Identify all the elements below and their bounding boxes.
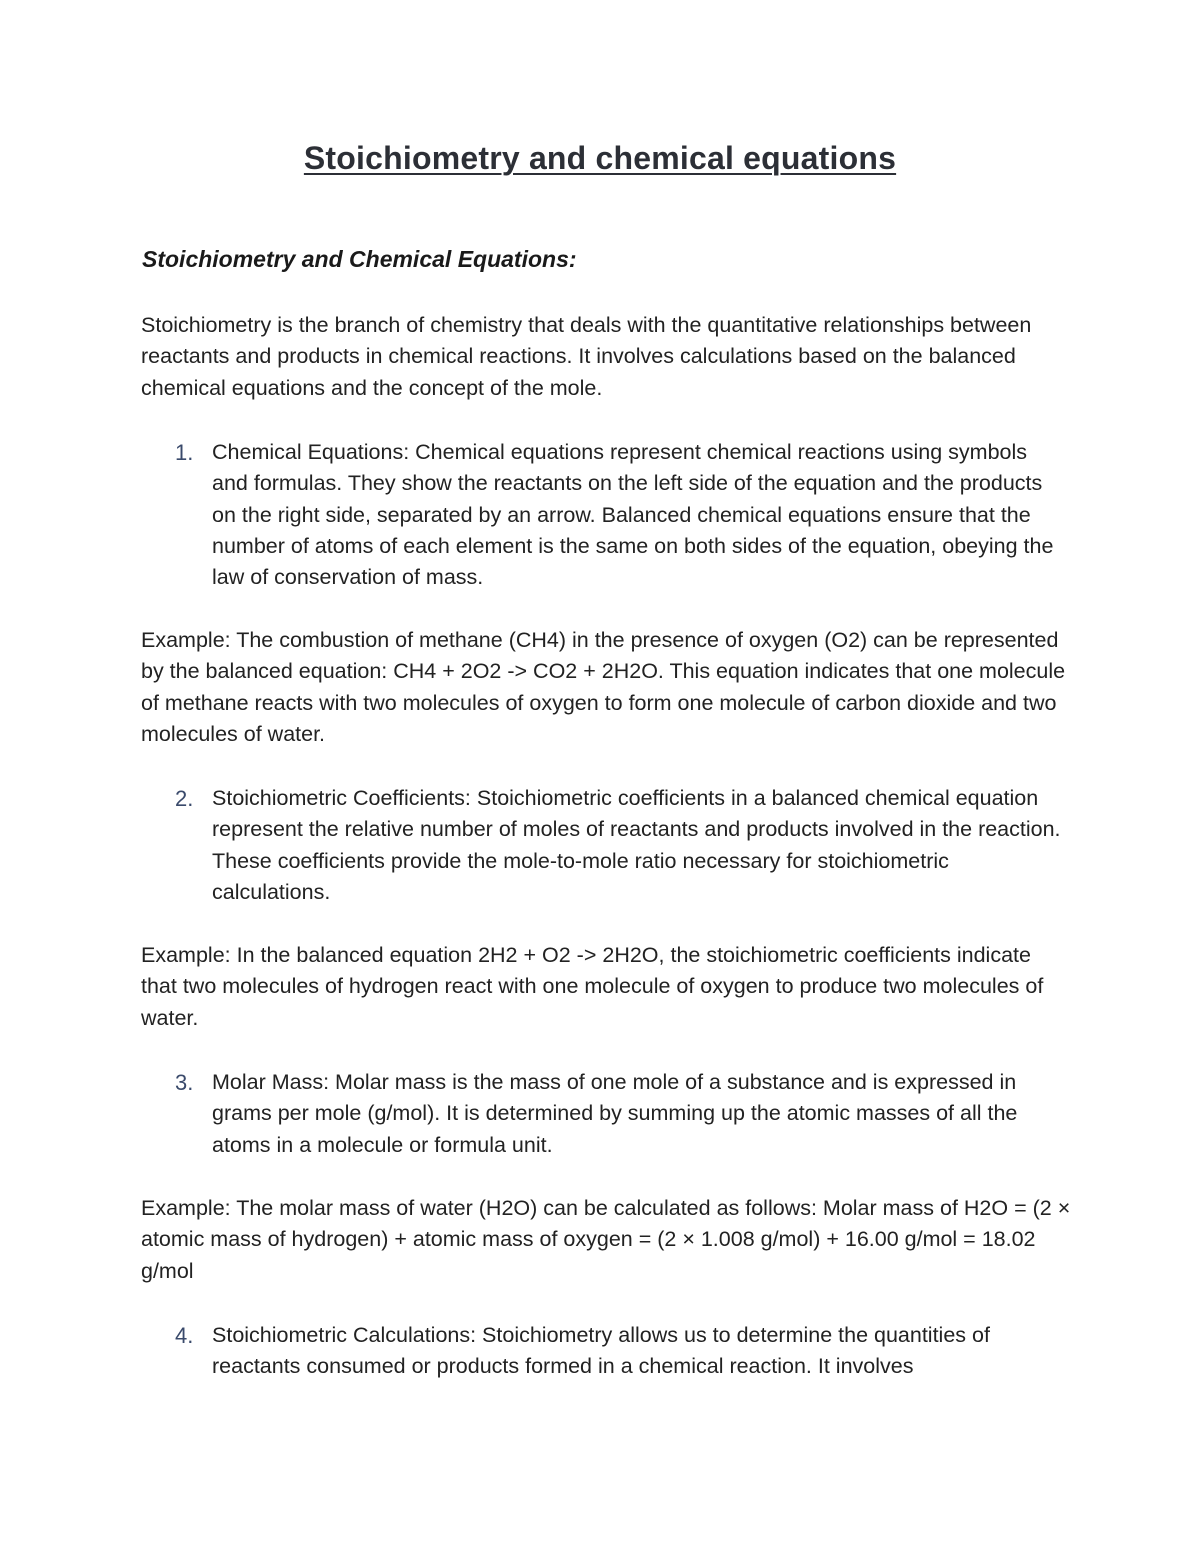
list-number: 2. xyxy=(175,786,194,811)
list-number: 3. xyxy=(175,1070,194,1095)
list-item-text: Chemical Equations: Chemical equations represent chemical reactions using symbols and formulas. They show the reactants on the left side of the equation and the products on the right side, separated by an arrow. Balanced chemical equations ensure that the number of atoms of each element is the same on both sides of the equation, obeying the law of conservation of mass. xyxy=(212,440,1054,590)
list-item-text: Stoichiometric Coefficients: Stoichiometric coefficients in a balanced chemical equation represent the relative number of moles of reactants and products involved in the reaction. These coefficients provide the mole-to-mole ratio necessary for stoichiometric calculations. xyxy=(212,786,1061,904)
list-item-text: Molar Mass: Molar mass is the mass of one mole of a substance and is expressed in grams per mole (g/mol). It is determined by summing up the atomic masses of all the atoms in a molecule or formula unit. xyxy=(212,1070,1018,1157)
section-heading: Stoichiometry and Chemical Equations: xyxy=(142,246,577,272)
list-number: 1. xyxy=(175,440,194,465)
example-paragraph-2: Example: In the balanced equation 2H2 + O2 -> 2H2O, the stoichiometric coefficients indicate that two molecules of hydrogen react with one molecule of oxygen to produce two molecules of water. xyxy=(141,943,1044,1030)
document-title: Stoichiometry and chemical equations xyxy=(303,140,897,176)
list-item-text: Stoichiometric Calculations: Stoichiometry allows us to determine the quantities of reactants consumed or products formed in a chemical reaction. It involves xyxy=(212,1323,990,1379)
list-number: 4. xyxy=(175,1323,194,1348)
example-paragraph-3: Example: The molar mass of water (H2O) can be calculated as follows: Molar mass of H2O = (2 × atomic mass of hydrogen) + atomic mass of oxygen = (2 × 1.008 g/mol) + 16.00 g/mol = 18.02 g/mol xyxy=(141,1196,1071,1283)
example-paragraph-1: Example: The combustion of methane (CH4) in the presence of oxygen (O2) can be represented by the balanced equation: CH4 + 2O2 -> CO2 + 2H2O. This equation indicates that one molecule of methane reacts with two molecules of oxygen to form one molecule of carbon dioxide and two molecules of water. xyxy=(141,628,1066,746)
intro-paragraph: Stoichiometry is the branch of chemistry that deals with the quantitative relationships between reactants and products in chemical reactions. It involves calculations based on the balanced chemical equations and the concept of the mole. xyxy=(141,313,1032,400)
